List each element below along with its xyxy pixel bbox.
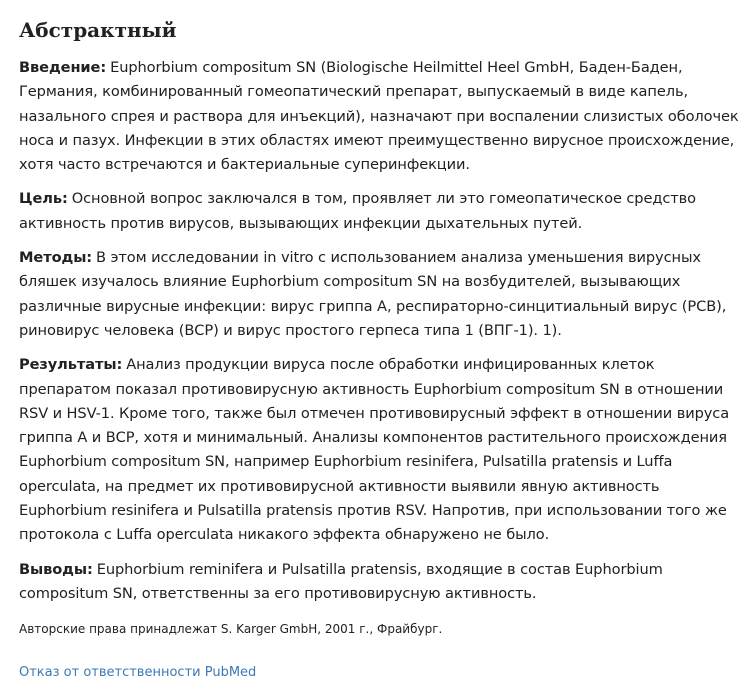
section-label-results: Результаты: [19, 356, 123, 374]
section-text-objective: Основной вопрос заключался в том, проявляет ли это гомеопатическое средство активность против вирусов, вызывающих инфекции дыхательных путей. [19, 190, 696, 232]
section-results [19, 353, 741, 547]
section-label-methods: Методы: [19, 249, 93, 267]
section-text-conclusions: Euphorbium reminifera и Pulsatilla pratensis, входящие в состав Euphorbium compositum SN, ответственны за его противовирусную активность. [19, 560, 663, 602]
pubmed-disclaimer-link[interactable]: Отказ от ответственности PubMed [19, 665, 257, 681]
abstract-container [19, 14, 741, 682]
section-label-introduction: Введение: [19, 59, 107, 76]
section-introduction [19, 56, 741, 177]
section-text-methods: В этом исследовании in vitro с использованием анализа уменьшения вирусных бляшек изучалось влияние Euphorbium compositum SN на возбудителей, вызывающих различные вирусные инфекции: вирус гриппа А, респираторно-синцитиальный вирус (РСВ), риновирус человека (ВСР) и вирус простого герпеса типа 1 (ВПГ-1). 1). [19, 249, 727, 339]
copyright-notice: Авторские права принадлежат S. Karger GmbH, 2001 г., Фрайбург. [19, 622, 443, 637]
section-text-results: Анализ продукции вируса после обработки инфицированных клеток препаратом показал противовирусную активность Euphorbium compositum SN в отношении RSV и HSV-1. Кроме того, также был отмечен противовирусный эффект в отношении вируса гриппа А и ВСР, хотя и минимальный. Анализы компонентов растительного происхождения Euphorbium compositum SN, например Euphorbium resinifera, Pulsatilla pratensis и Luffa operculata, на предмет их противовирусной активности выявили явную активность Euphorbium resinifera и Pulsatilla pratensis против RSV. Напротив, при использовании того же протокола с Luffa operculata никакого эффекта обнаружено не было. [19, 356, 730, 544]
abstract-heading: Абстрактный [19, 18, 177, 42]
section-label-conclusions: Выводы: [19, 560, 93, 578]
section-text-introduction: Euphorbium compositum SN (Biologische Heilmittel Heel GmbH, Баден-Баден, Германия, комбинированный гомеопатический препарат, выпускаемый в виде капель, назального спрея и раствора для инъекций), назначают при воспалении слизистых оболочек носа и пазух. Инфекции в этих областях имеют преимущественно вирусное происхождение, хотя часто встречаются и бактериальные суперинфекции. [19, 59, 739, 174]
section-label-objective: Цель: [19, 190, 68, 208]
section-conclusions [19, 558, 741, 607]
section-methods [19, 246, 741, 343]
section-objective [19, 187, 741, 236]
